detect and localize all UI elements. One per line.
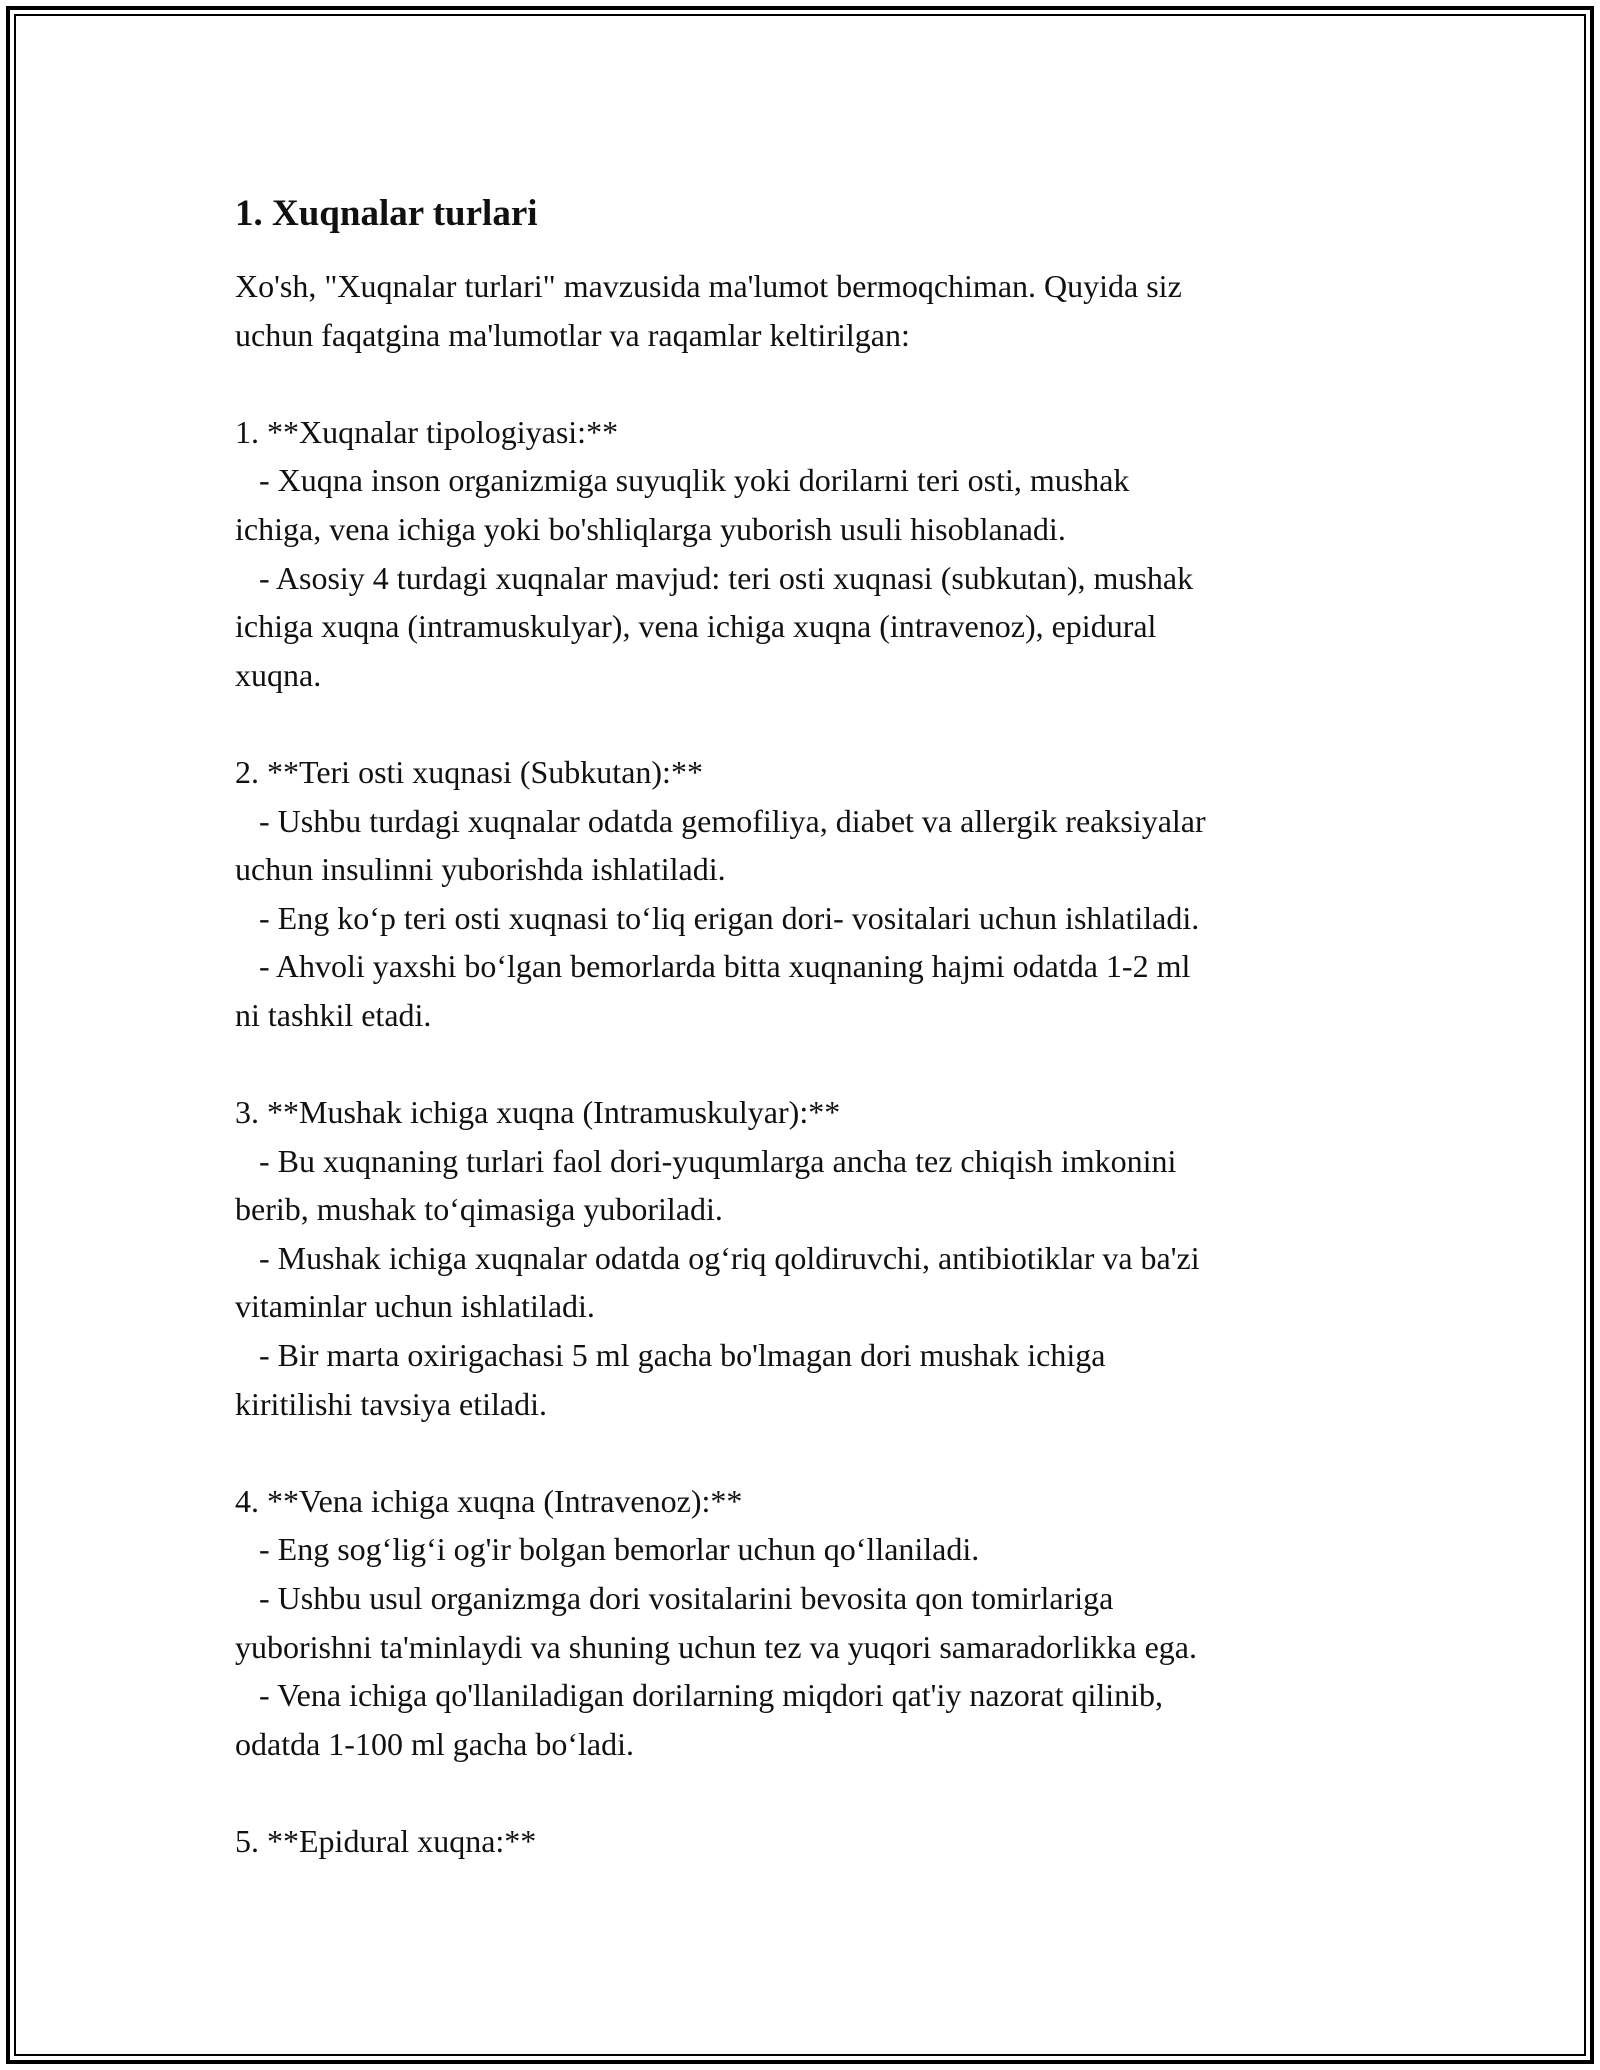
section-line: berib, mushak toʻqimasiga yuboriladi. [235,1191,723,1228]
section-line: - Asosiy 4 turdagi xuqnalar mavjud: teri osti xuqnasi (subkutan), mushak [235,559,1194,596]
section-line: - Mushak ichiga xuqnalar odatda ogʻriq qoldiruvchi, antibiotiklar va ba'zi [235,1239,1200,1276]
section-line: xuqna. [235,656,322,693]
section-subcutaneous [235,748,1375,1040]
section-line: - Bir marta oxirigachasi 5 ml gacha bo'lmagan dori mushak ichiga [235,1337,1106,1374]
section-intramuscular [235,1088,1375,1428]
section-line: - Ushbu turdagi xuqnalar odatda gemofiliya, diabet va allergik reaksiyalar [235,802,1206,839]
section-line: yuborishni ta'minlaydi va shuning uchun tez va yuqori samaradorlikka ega. [235,1628,1197,1665]
section-line: odatda 1-100 ml gacha boʻladi. [235,1725,634,1762]
section-line: uchun insulinni yuborishda ishlatiladi. [235,851,726,888]
section-line: vitaminlar uchun ishlatiladi. [235,1288,595,1325]
intro-line: uchun faqatgina ma'lumotlar va raqamlar keltirilgan: [235,316,910,353]
section-heading: 1. **Xuqnalar tipologiyasi:** [235,413,619,450]
document-title: 1. Xuqnalar turlari [235,193,538,234]
section-heading: 2. **Teri osti xuqnasi (Subkutan):** [235,753,703,790]
section-heading: 4. **Vena ichiga xuqna (Intravenoz):** [235,1482,743,1519]
section-heading: 3. **Mushak ichiga xuqna (Intramuskulyar):** [235,1094,841,1131]
paragraph-gap [235,1040,1375,1089]
intro-paragraph [235,262,1375,359]
section-line: - Xuqna inson organizmiga suyuqlik yoki dorilarni teri osti, mushak [235,462,1130,499]
section-line: - Ahvoli yaxshi boʻlgan bemorlarda bitta xuqnaning hajmi odatda 1-2 ml [235,948,1191,985]
section-heading: 5. **Epidural xuqna:** [235,1823,537,1859]
intro-line: Xo'sh, "Xuqnalar turlari" mavzusida ma'lumot bermoqchiman. Quyida siz [235,268,1182,304]
paragraph-gap [235,359,1375,408]
paragraph-gap [235,1428,1375,1477]
section-typology [235,408,1375,700]
paragraph-gap [235,1768,1375,1817]
section-line: - Vena ichiga qo'llaniladigan dorilarning miqdori qat'iy nazorat qilinib, [235,1677,1164,1714]
section-line: ni tashkil etadi. [235,996,432,1033]
section-line: kiritilishi tavsiya etiladi. [235,1385,547,1422]
section-line: ichiga, vena ichiga yoki bo'shliqlarga yuborish usuli hisoblanadi. [235,510,1066,547]
section-line: - Bu xuqnaning turlari faol dori-yuqumlarga ancha tez chiqish imkonini [235,1142,1177,1179]
section-line: - Eng koʻp teri osti xuqnasi toʻliq erigan dori- vositalari uchun ishlatiladi. [235,899,1200,936]
document-body [235,186,1375,1866]
section-epidural [235,1817,1375,1866]
section-line: ichiga xuqna (intramuskulyar), vena ichiga xuqna (intravenoz), epidural [235,608,1157,645]
paragraph-gap [235,699,1375,748]
section-line: - Ushbu usul organizmga dori vositalarini bevosita qon tomirlariga [235,1580,1114,1617]
section-line: - Eng sogʻligʻi og'ir bolgan bemorlar uchun qoʻllaniladi. [235,1531,980,1568]
section-intravenous [235,1477,1375,1769]
